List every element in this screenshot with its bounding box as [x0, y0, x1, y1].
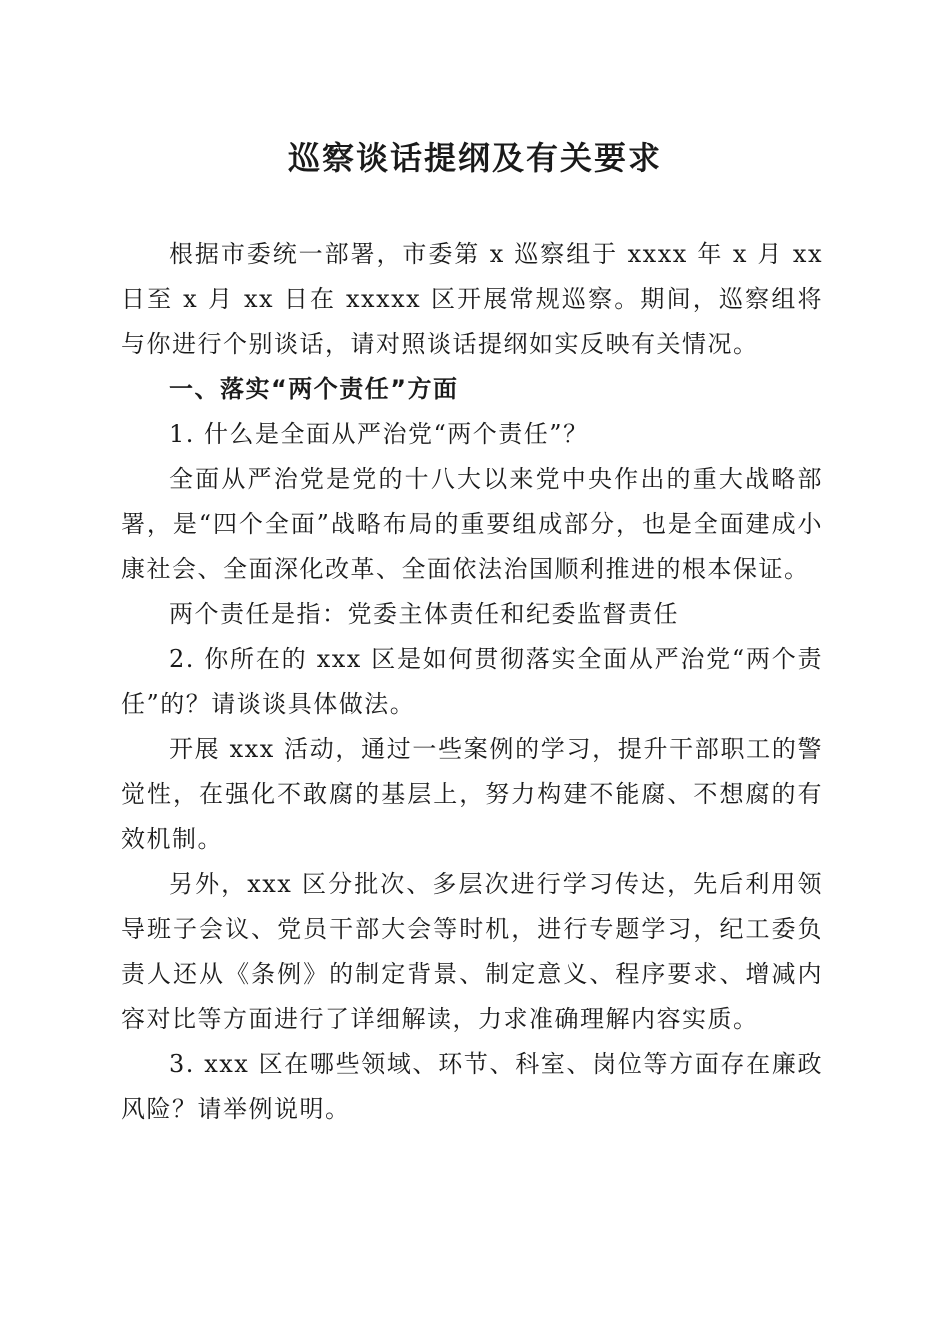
answer-1-definition: 两个责任是指：党委主体责任和纪委监督责任 [169, 600, 679, 628]
question-3: 3. xxx 区在哪些领域、环节、科室、岗位等方面存在廉政风险？请举例说明。 [121, 1050, 823, 1123]
question-1: 1. 什么是全面从严治党“两个责任”？ [169, 420, 589, 448]
answer-2-paragraph: 开展 xxx 活动，通过一些案例的学习，提升干部职工的警觉性，在强化不敢腐的基层上，努力构建不能腐、不想腐的有效机制。 [121, 735, 823, 853]
question-2: 2. 你所在的 xxx 区是如何贯彻落实全面从严治党“两个责任”的？请谈谈具体做法。 [121, 645, 823, 718]
document-title: 巡察谈话提纲及有关要求 [287, 139, 662, 177]
answer-1-paragraph: 全面从严治党是党的十八大以来党中央作出的重大战略部署，是“四个全面”战略布局的重要组成部分，也是全面建成小康社会、全面深化改革、全面依法治国顺利推进的根本保证。 [121, 465, 823, 583]
section-heading: 一、落实“两个责任”方面 [169, 375, 459, 403]
document-body [121, 232, 823, 1132]
intro-paragraph: 根据市委统一部署，市委第 x 巡察组于 xxxx 年 x 月 xx 日至 x 月 xx 日在 xxxxx 区开展常规巡察。期间，巡察组将与你进行个别谈话，请对照谈话提纲如实反映有关情况。 [121, 240, 823, 358]
answer-2-paragraph-2: 另外，xxx 区分批次、多层次进行学习传达，先后利用领导班子会议、党员干部大会等时机，进行专题学习，纪工委负责人还从《条例》的制定背景、制定意义、程序要求、增减内容对比等方面进行了详细解读，力求准确理解内容实质。 [121, 870, 823, 1033]
